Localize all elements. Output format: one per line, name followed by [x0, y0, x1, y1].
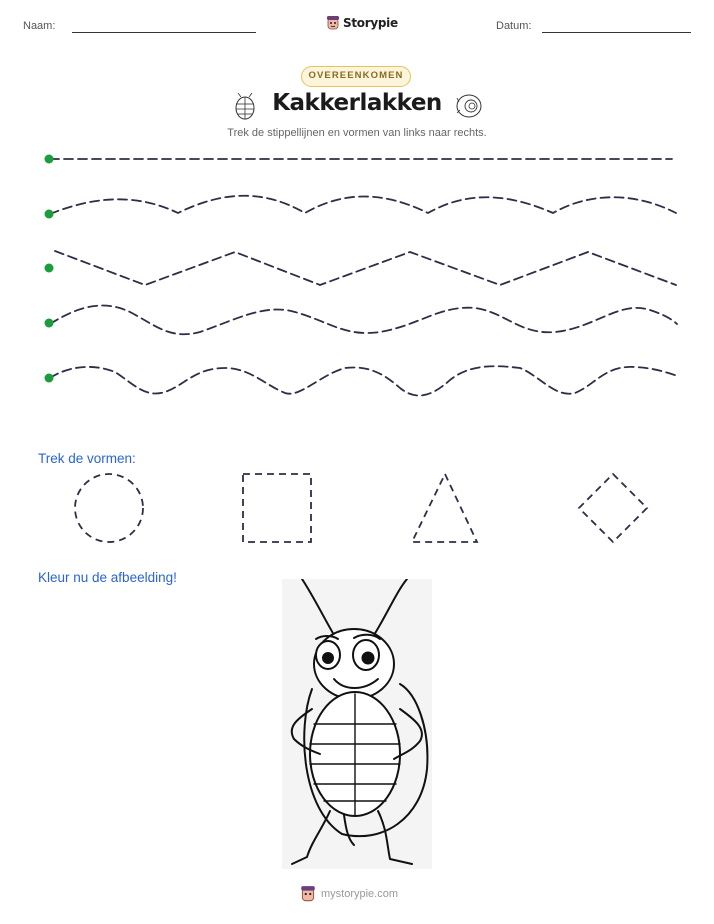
- name-label: Naam:: [23, 20, 56, 32]
- mascot-icon: [300, 885, 316, 903]
- circle-shape[interactable]: [75, 474, 143, 542]
- footer: [300, 885, 398, 903]
- start-dot[interactable]: [45, 319, 54, 328]
- cockroach-coloring-image[interactable]: [282, 579, 432, 869]
- brand-logo: [326, 14, 398, 32]
- shapes-section-label: Trek de vormen:: [38, 451, 136, 466]
- footer-url[interactable]: mystorypie.com: [321, 888, 399, 900]
- date-label: Datum:: [496, 20, 532, 32]
- start-dot[interactable]: [45, 374, 54, 383]
- tracing-line-wave[interactable]: [50, 306, 677, 335]
- diamond-shape[interactable]: [579, 474, 647, 542]
- shapes-area: [0, 465, 714, 555]
- page-title: Kakkerlakken: [272, 90, 442, 116]
- triangle-shape[interactable]: [412, 474, 477, 542]
- instructions: Trek de stippellijnen en vormen van links naar rechts.: [227, 127, 487, 139]
- tracing-line-bumpy-wave[interactable]: [50, 366, 678, 395]
- date-line[interactable]: [542, 32, 691, 33]
- tracing-line-gentle-wave[interactable]: [50, 196, 676, 214]
- square-shape[interactable]: [243, 474, 311, 542]
- brand-name: Storypie: [343, 16, 398, 30]
- category-badge: OVEREENKOMEN: [301, 66, 411, 87]
- tracing-line-zigzag[interactable]: [55, 251, 676, 285]
- name-line[interactable]: [72, 32, 256, 33]
- coloring-section-label: Kleur nu de afbeelding!: [38, 570, 177, 585]
- start-dot[interactable]: [45, 155, 54, 164]
- shell-icon: [455, 92, 483, 120]
- start-dot[interactable]: [45, 210, 54, 219]
- start-dot[interactable]: [45, 264, 54, 273]
- mascot-icon: [326, 15, 340, 31]
- tracing-area: [0, 140, 714, 400]
